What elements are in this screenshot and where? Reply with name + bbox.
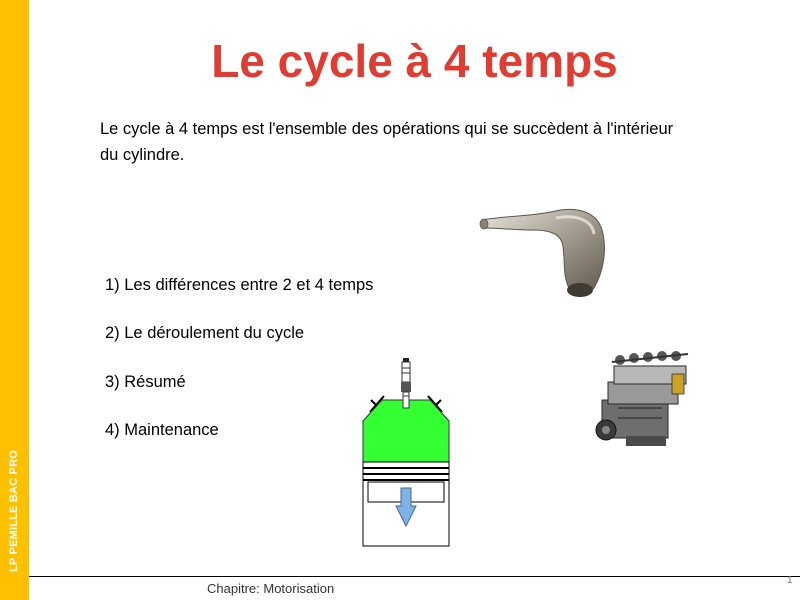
list-item-1: 1) Les différences entre 2 et 4 temps [105, 276, 374, 294]
engine-block-image [588, 348, 698, 452]
list-item-2: 2) Le déroulement du cycle [105, 324, 305, 342]
intro-text: Le cycle à 4 temps est l'ensemble des opérations qui se succèdent à l'intérieur du cylindre. [100, 120, 674, 164]
sidebar-strip [0, 0, 29, 600]
cylinder-piston-diagram [360, 356, 452, 550]
footer-divider [29, 576, 800, 577]
slide-title: Le cycle à 4 temps [211, 35, 618, 87]
footer-chapter: Chapitre: Motorisation [207, 581, 335, 596]
page-number: 1 [787, 575, 793, 586]
exhaust-pipe-image [476, 196, 616, 300]
list-item-4: 4) Maintenance [105, 421, 219, 439]
sidebar-label: LP PEMILLE BAC PRO [8, 450, 20, 572]
list-item-3: 3) Résumé [105, 373, 186, 391]
